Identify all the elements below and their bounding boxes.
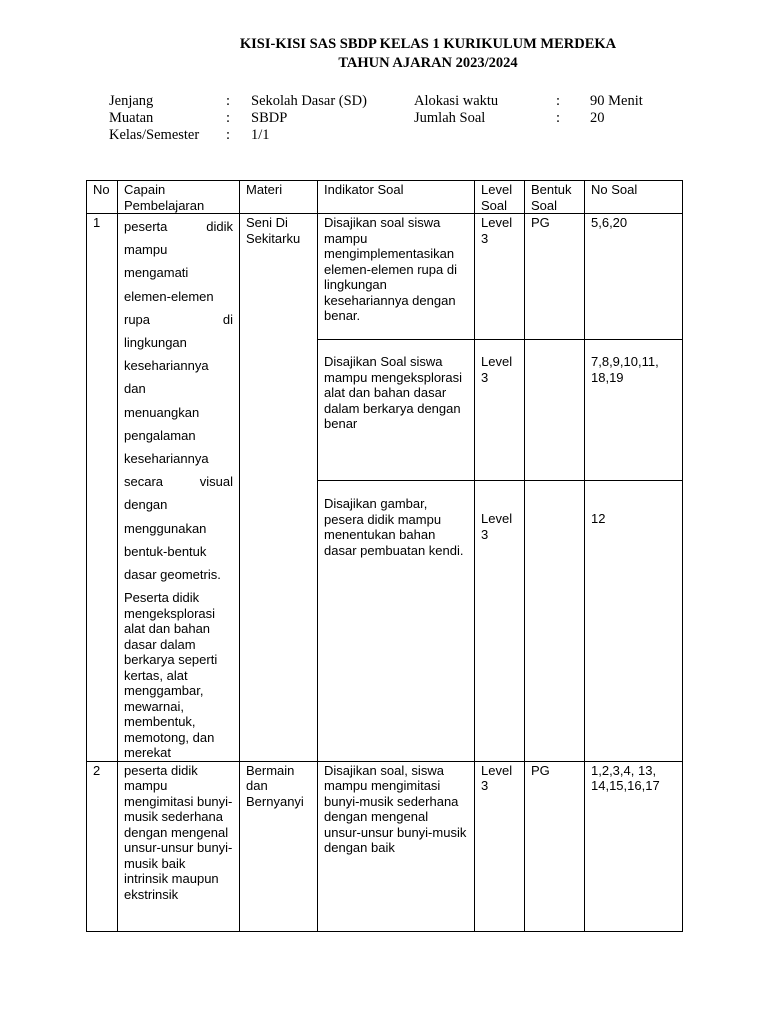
- capaian-line: [124, 563, 233, 586]
- meta-label-alokasi: Alokasi waktu: [414, 93, 499, 109]
- indikator-cell: Disajikan gambar, pesera didik mampu menentukan bahan dasar pembuatan kendi.: [318, 481, 475, 762]
- capaian-line: [124, 308, 233, 331]
- capaian-line: [124, 401, 233, 424]
- capaian-word: mengamati: [124, 265, 189, 281]
- capaian-line: [124, 261, 233, 284]
- level-cell: Level 3: [475, 340, 525, 481]
- meta-value-alokasi: 90 Menit: [590, 93, 643, 109]
- capaian-word: dan: [124, 381, 146, 397]
- capaian-line: [124, 285, 233, 308]
- capaian-line: [124, 238, 233, 261]
- document-title: KISI-KISI SAS SBDP KELAS 1 KURIKULUM MERDEKA: [239, 36, 617, 52]
- level-cell: Level 3: [475, 761, 525, 931]
- capaian-word: didik: [206, 219, 233, 234]
- bentuk-cell: [525, 340, 585, 481]
- capaian-line: [124, 331, 233, 354]
- meta-sep: :: [556, 93, 561, 109]
- no-soal-cell: 7,8,9,10,11, 18,19: [585, 340, 683, 481]
- materi-cell: Seni Di Sekitarku: [240, 214, 318, 762]
- meta-label-muatan: Muatan: [109, 110, 154, 126]
- capaian-cell: peserta didik mampu mengimitasi bunyi-musik sederhana dengan mengenal unsur-unsur bunyi-musik baik intrinsik maupun ekstrinsik: [118, 761, 240, 931]
- capaian-extra-text: Peserta didik mengeksplorasi alat dan bahan dasar dalam berkarya seperti kertas, alat menggambar, mewarnai, membentuk, memotong, dan merekat: [124, 590, 218, 761]
- meta-label-jumlah: Jumlah Soal: [414, 110, 486, 126]
- capaian-word: mampu: [124, 242, 168, 258]
- capaian-word: lingkungan: [124, 335, 187, 351]
- header-level: Level Soal: [475, 181, 525, 214]
- kisi-kisi-table: [86, 180, 683, 932]
- level-cell: Level 3: [475, 481, 525, 762]
- meta-sep: :: [226, 110, 231, 126]
- capaian-line: [124, 424, 233, 447]
- materi-cell: Bermain dan Bernyanyi: [240, 761, 318, 931]
- meta-value-kelas: 1/1: [251, 127, 270, 143]
- no-soal-cell: 1,2,3,4, 13, 14,15,16,17: [585, 761, 683, 931]
- capaian-line: [124, 517, 233, 540]
- header-bentuk: Bentuk Soal: [525, 181, 585, 214]
- capaian-word: kesehariannya: [124, 358, 209, 374]
- bentuk-cell: PG: [525, 761, 585, 931]
- capaian-line: [124, 354, 233, 377]
- header-capaian: Capain Pembelajaran: [118, 181, 240, 214]
- header-no: No: [87, 181, 118, 214]
- capaian-word: rupa: [124, 311, 151, 327]
- capaian-word: peserta: [124, 219, 168, 234]
- header-no-soal: No Soal: [585, 181, 683, 214]
- row-number: 2: [87, 761, 118, 931]
- meta-value-muatan: SBDP: [251, 110, 288, 126]
- meta-value-jumlah: 20: [590, 110, 605, 126]
- bentuk-cell: [525, 481, 585, 762]
- meta-label-kelas: Kelas/Semester: [109, 127, 200, 143]
- capaian-line: [124, 493, 233, 516]
- capaian-line: [124, 470, 233, 493]
- capaian-word: pengalaman: [124, 427, 196, 443]
- header-indikator: Indikator Soal: [318, 181, 475, 214]
- table-header-row: [87, 181, 683, 214]
- indikator-cell: Disajikan soal siswa mampu mengimplementasikan elemen-elemen rupa di lingkungan kesehariannya dengan benar.: [318, 214, 475, 340]
- meta-sep: :: [556, 110, 561, 126]
- capaian-word: di: [222, 311, 233, 327]
- capaian-word: dengan: [124, 497, 168, 513]
- bentuk-cell: PG: [525, 214, 585, 340]
- header-materi: Materi: [240, 181, 318, 214]
- meta-label-jenjang: Jenjang: [109, 93, 154, 109]
- capaian-word: dasar geometris.: [124, 567, 221, 583]
- capaian-word: menggunakan: [124, 520, 207, 536]
- capaian-word: elemen-elemen: [124, 288, 214, 304]
- document-subtitle: TAHUN AJARAN 2023/2024: [338, 55, 518, 71]
- no-soal-cell: 12: [585, 481, 683, 762]
- meta-value-jenjang: Sekolah Dasar (SD): [251, 93, 367, 109]
- capaian-word: bentuk-bentuk: [124, 543, 207, 559]
- capaian-word: visual: [199, 474, 233, 490]
- meta-sep: :: [226, 127, 231, 143]
- no-soal-cell: 5,6,20: [585, 214, 683, 340]
- capaian-cell: [118, 214, 240, 762]
- capaian-line: [124, 540, 233, 563]
- capaian-text: [124, 215, 233, 586]
- level-cell: Level 3: [475, 214, 525, 340]
- indikator-cell: Disajikan Soal siswa mampu mengeksplorasi alat dan bahan dasar dalam berkarya dengan benar: [318, 340, 475, 481]
- meta-sep: :: [226, 93, 231, 109]
- capaian-line: [124, 447, 233, 470]
- row-number: 1: [87, 214, 118, 762]
- capaian-word: menuangkan: [124, 404, 200, 420]
- capaian-line: [124, 377, 233, 400]
- capaian-word: secara: [124, 474, 164, 490]
- table-row: [87, 214, 683, 340]
- capaian-line: [124, 215, 233, 238]
- capaian-word: kesehariannya: [124, 451, 209, 467]
- indikator-cell: Disajikan soal, siswa mampu mengimitasi bunyi-musik sederhana dengan mengenal unsur-unsur bunyi-musik dengan baik: [318, 761, 475, 931]
- table-row: [87, 761, 683, 931]
